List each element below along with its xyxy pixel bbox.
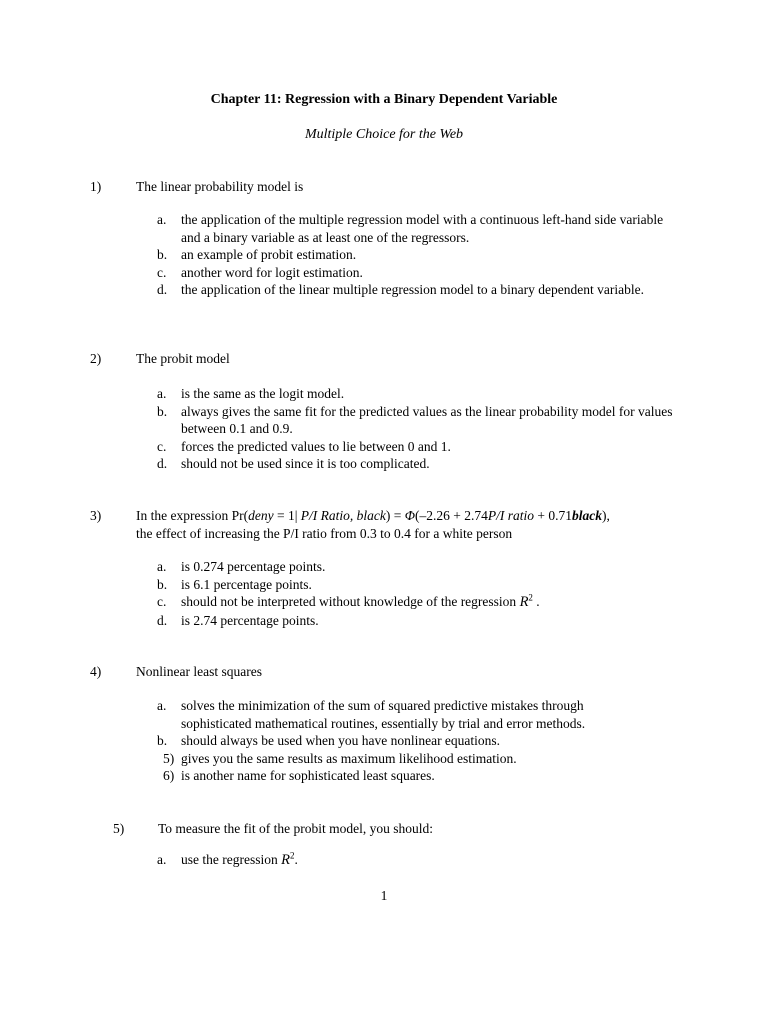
option-text: forces the predicted values to lie between 0 and 1. bbox=[181, 438, 451, 454]
option-label: a. bbox=[157, 852, 167, 867]
option-label: b. bbox=[157, 247, 168, 262]
option-label: a. bbox=[157, 212, 167, 227]
question-number: 3) bbox=[90, 508, 102, 523]
option-2c bbox=[0, 438, 768, 456]
option-label: a. bbox=[157, 698, 167, 713]
question-text: In the expression Pr(deny = 1| P/I Ratio, black) = Φ(–2.26 + 2.74P/I ratio + 0.71black), the effect of increasing the P/I ratio from 0.3 to 0.4 for a white person bbox=[136, 508, 610, 541]
question-5-options bbox=[0, 851, 768, 870]
option-label: c. bbox=[157, 438, 167, 454]
option-text: is another name for sophisticated least squares. bbox=[181, 768, 435, 783]
option-text: is the same as the logit model. bbox=[181, 386, 345, 401]
question-text: Nonlinear least squares bbox=[136, 664, 262, 679]
option-1a bbox=[0, 211, 768, 246]
option-4d bbox=[0, 767, 768, 785]
question-1-options bbox=[0, 211, 768, 299]
question-text: To measure the fit of the probit model, you should: bbox=[158, 821, 434, 836]
option-4c bbox=[0, 750, 768, 768]
option-1d bbox=[0, 281, 768, 299]
option-4b bbox=[0, 732, 768, 750]
option-label: b. bbox=[157, 733, 168, 748]
question-number: 5) bbox=[113, 821, 125, 836]
option-text: should not be interpreted without knowledge of the regression $R^2$ . bbox=[181, 592, 540, 610]
option-label: b. bbox=[157, 403, 168, 419]
option-label: 5) bbox=[163, 750, 175, 766]
option-label: d. bbox=[157, 612, 168, 628]
option-label: 6) bbox=[163, 768, 175, 783]
option-2b bbox=[0, 403, 768, 438]
option-3b bbox=[0, 576, 768, 594]
option-label: b. bbox=[157, 576, 168, 592]
option-text: another word for logit estimation. bbox=[181, 264, 363, 280]
option-text: is 0.274 percentage points. bbox=[181, 559, 326, 574]
option-label: d. bbox=[157, 282, 168, 297]
option-label: c. bbox=[157, 264, 167, 280]
option-3c bbox=[0, 593, 768, 612]
option-text: is 6.1 percentage points. bbox=[181, 576, 312, 592]
question-number: 2) bbox=[90, 351, 102, 366]
question-2-options bbox=[0, 385, 768, 473]
page-title: Chapter 11: Regression with a Binary Dependent Variable bbox=[210, 92, 558, 107]
option-text: always gives the same fit for the predicted values as the linear probability model for values between 0.1 and 0.9. bbox=[181, 403, 673, 436]
page-number: 1 bbox=[380, 888, 388, 903]
option-1c bbox=[0, 264, 768, 282]
option-text: use the regression $R^2$. bbox=[181, 850, 298, 868]
option-1b bbox=[0, 246, 768, 264]
option-label: a. bbox=[157, 386, 167, 401]
question-4-options bbox=[0, 697, 768, 785]
option-text: solves the minimization of the sum of squared predictive mistakes through sophisticated mathematical routines, essentially by trial and error methods. bbox=[181, 698, 586, 731]
option-2d bbox=[0, 455, 768, 473]
option-text: should not be used since it is too complicated. bbox=[181, 456, 430, 471]
option-label: d. bbox=[157, 456, 168, 471]
option-label: c. bbox=[157, 594, 167, 609]
option-3d bbox=[0, 612, 768, 630]
option-text: should always be used when you have nonlinear equations. bbox=[181, 733, 501, 748]
question-text: The probit model bbox=[136, 351, 230, 366]
option-3a bbox=[0, 558, 768, 576]
option-text: is 2.74 percentage points. bbox=[181, 612, 319, 628]
question-3-options bbox=[0, 558, 768, 629]
option-2a bbox=[0, 385, 768, 403]
option-text: the application of the multiple regression model with a continuous left-hand side variable and a binary variable as at least one of the regressors. bbox=[181, 212, 664, 245]
question-text: The linear probability model is bbox=[136, 179, 304, 194]
option-4a bbox=[0, 697, 768, 732]
option-5a bbox=[0, 851, 768, 870]
option-text: the application of the linear multiple regression model to a binary dependent variable. bbox=[181, 282, 644, 297]
page-subtitle: Multiple Choice for the Web bbox=[304, 127, 464, 142]
option-text: an example of probit estimation. bbox=[181, 247, 357, 262]
question-number: 1) bbox=[90, 179, 102, 194]
question-number: 4) bbox=[90, 664, 102, 679]
option-label: a. bbox=[157, 559, 167, 574]
option-text: gives you the same results as maximum likelihood estimation. bbox=[181, 750, 517, 766]
